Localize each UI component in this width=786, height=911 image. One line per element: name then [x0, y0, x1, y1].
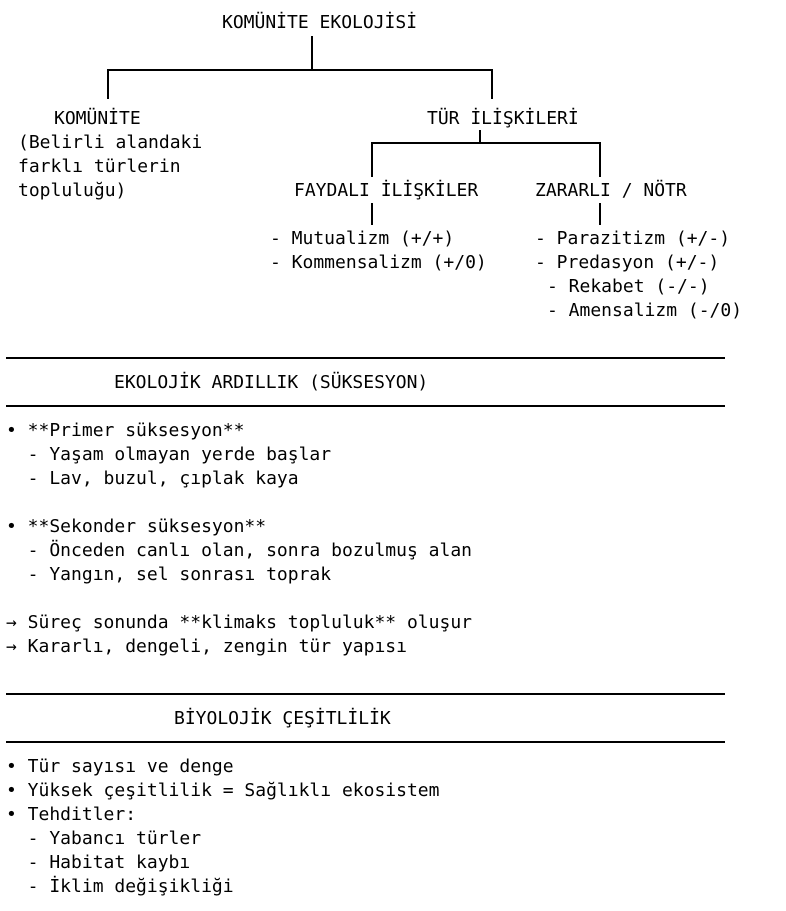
succession-line: - Yaşam olmayan yerde başlar [6, 444, 332, 465]
biodiversity-title: BİYOLOJİK ÇEŞİTLİLİK [174, 708, 391, 729]
succession-line: → Kararlı, dengeli, zengin tür yapısı [6, 636, 407, 657]
beneficial-branch-drop [371, 142, 373, 177]
right-branch-drop [491, 69, 493, 99]
beneficial-item: - Kommensalizm (+/0) [270, 252, 487, 273]
succession-line: • **Primer süksesyon** [6, 420, 245, 441]
succession-line: → Süreç sonunda **klimaks topluluk** oluşur [6, 612, 472, 633]
harmful-list-connector [599, 203, 601, 225]
relations-connector-horizontal [371, 142, 601, 144]
succession-line: - Lav, buzul, çıplak kaya [6, 468, 299, 489]
community-desc-line: (Belirli alandaki [18, 132, 203, 153]
harmful-item: - Rekabet (-/-) [547, 276, 710, 297]
harmful-neutral-title: ZARARLI / NÖTR [535, 180, 687, 201]
biodiversity-line: • Tehditler: [6, 804, 137, 825]
harmful-item: - Amensalizm (-/0) [547, 300, 743, 321]
section-divider [6, 357, 725, 359]
beneficial-relations-title: FAYDALI İLİŞKİLER [294, 180, 479, 201]
species-relations-title: TÜR İLİŞKİLERİ [427, 108, 579, 129]
root-connector-horizontal [107, 69, 493, 71]
section-divider [6, 741, 725, 743]
community-desc-line: farklı türlerin [18, 156, 181, 177]
beneficial-list-connector [371, 203, 373, 225]
root-connector-vertical [311, 36, 313, 70]
harmful-item: - Predasyon (+/-) [535, 252, 720, 273]
biodiversity-line: • Tür sayısı ve denge [6, 756, 234, 777]
succession-line: • **Sekonder süksesyon** [6, 516, 267, 537]
biodiversity-line: • Yüksek çeşitlilik = Sağlıklı ekosistem [6, 780, 440, 801]
harmful-branch-drop [599, 142, 601, 177]
left-branch-drop [107, 69, 109, 99]
succession-title: EKOLOJİK ARDILLIK (SÜKSESYON) [114, 372, 429, 393]
beneficial-item: - Mutualizm (+/+) [270, 228, 455, 249]
community-desc-line: topluluğu) [18, 180, 127, 201]
biodiversity-line: - Habitat kaybı [6, 852, 191, 873]
section-divider [6, 405, 725, 407]
diagram-root-title: KOMÜNİTE EKOLOJİSİ [222, 12, 418, 33]
succession-line: - Yangın, sel sonrası toprak [6, 564, 332, 585]
biodiversity-line: - İklim değişikliği [6, 876, 234, 897]
harmful-item: - Parazitizm (+/-) [535, 228, 731, 249]
section-divider [6, 693, 725, 695]
biodiversity-line: - Yabancı türler [6, 828, 202, 849]
community-title: KOMÜNİTE [54, 108, 141, 129]
succession-line: - Önceden canlı olan, sonra bozulmuş alan [6, 540, 472, 561]
